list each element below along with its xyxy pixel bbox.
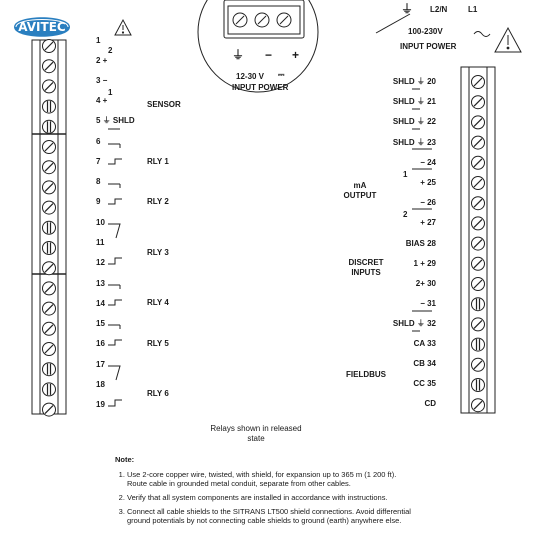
dc-dc-symbol: ⎓ — [278, 70, 285, 79]
left-pin-label: 9 — [96, 197, 101, 206]
terminal-screw — [472, 379, 485, 392]
dc-title: INPUT POWER — [232, 83, 289, 92]
dc-plus: + — [292, 48, 300, 62]
right-pin-label: SHLD ⏚ 21 — [392, 97, 436, 106]
left-pin-label: 5 ⏚ SHLD — [96, 116, 135, 125]
terminal-screw — [43, 221, 56, 234]
group-rly4: RLY 4 — [147, 298, 169, 307]
left-pin-label: 16 — [96, 339, 105, 348]
output-sup-1: 1 — [403, 170, 408, 179]
output-sup-2: 2 — [403, 210, 408, 219]
group-discret: DISCRET — [348, 258, 384, 267]
right-pin-label: CC 35 — [413, 379, 436, 388]
dc-minus: − — [265, 48, 273, 62]
note-item: 2. Verify that all system components are installed in accordance with instructions. — [127, 493, 415, 502]
right-pin-label: − 31 — [420, 299, 436, 308]
left-pin-label: 19 — [96, 400, 105, 409]
notes-block — [115, 455, 415, 530]
right-pin-label: + 27 — [420, 218, 436, 227]
sensor-sup-2: 2 — [108, 46, 113, 55]
terminal-screw — [43, 100, 56, 113]
notes-title: Note: — [115, 455, 135, 464]
dc-voltage: 12-30 V — [236, 72, 265, 81]
group-rly1: RLY 1 — [147, 157, 169, 166]
left-pin-label: 6 — [96, 137, 101, 146]
ac-tilde — [474, 32, 490, 37]
left-pin-label: 1 — [96, 36, 101, 45]
ac-ground-icon: ⏚ — [401, 2, 414, 16]
note-item: 3. Connect all cable shields to the SITRANS LT500 shield connections. Avoid differential ground potentials by not connecting cable shields to ground (earth) anywhere else. — [127, 507, 415, 525]
right-pin-label: SHLD ⏚ 22 — [392, 117, 436, 126]
group-rly6: RLY 6 — [147, 389, 169, 398]
group-rly3: RLY 3 — [147, 248, 169, 257]
group-rly5: RLY 5 — [147, 339, 169, 348]
group-fieldbus: FIELDBUS — [346, 370, 386, 379]
terminal-screw — [43, 383, 56, 396]
right-pin-label: BIAS 28 — [405, 239, 436, 248]
right-pin-label: SHLD ⏚ 23 — [392, 138, 436, 147]
ac-voltage: 100-230V — [408, 27, 443, 36]
terminal-screw — [43, 363, 56, 376]
ac-l1: L1 — [468, 5, 478, 14]
sensor-sup-1: 1 — [108, 88, 113, 97]
left-pin-label: 8 — [96, 177, 101, 186]
group-ma: mA — [353, 181, 367, 190]
avitec-logo — [10, 10, 74, 44]
group-inputs: INPUTS — [351, 268, 381, 277]
right-pin-label: CD — [424, 399, 436, 408]
right-pin-label: CB 34 — [413, 359, 436, 368]
ac-title: INPUT POWER — [400, 42, 457, 51]
left-pin-label: 17 — [96, 360, 105, 369]
relay-contacts — [108, 144, 122, 406]
right-pin-label: CA 33 — [413, 339, 436, 348]
note-item: 1. Use 2-core copper wire, twisted, with shield, for expansion up to 365 m (1 200 ft). Route cable in grounded metal conduit, separate from other cables. — [127, 470, 415, 488]
left-pin-label: 10 — [96, 218, 105, 227]
group-rly2: RLY 2 — [147, 197, 169, 206]
relays-note-line1: Relays shown in released — [210, 424, 302, 433]
right-pin-label: 1 + 29 — [413, 259, 436, 268]
group-output: OUTPUT — [343, 191, 377, 200]
left-pin-label: 7 — [96, 157, 101, 166]
terminal-screw — [472, 338, 485, 351]
right-pin-label: + 25 — [420, 178, 436, 187]
right-pin-label: SHLD ⏚ 32 — [392, 319, 436, 328]
right-pin-label: SHLD ⏚ 20 — [392, 77, 436, 86]
left-pin-label: 11 — [96, 238, 105, 247]
left-pin-label: 4 + — [96, 96, 108, 105]
left-pin-label: 14 — [96, 299, 105, 308]
terminal-screw — [43, 242, 56, 255]
left-pin-label: 13 — [96, 279, 105, 288]
dc-ground-icon: ⏚ — [232, 48, 245, 62]
ac-l2n: L2/N — [430, 5, 448, 14]
terminal-screw — [43, 120, 56, 133]
left-pin-label: 15 — [96, 319, 105, 328]
right-pin-label: − 26 — [420, 198, 436, 207]
right-pin-label: − 24 — [420, 158, 436, 167]
left-pin-label: 18 — [96, 380, 105, 389]
left-pin-label: 12 — [96, 258, 105, 267]
group-sensor: SENSOR — [147, 100, 181, 109]
terminal-screw — [472, 298, 485, 311]
logo-text: AVITEC — [18, 20, 66, 34]
left-pin-label: 2 + — [96, 56, 108, 65]
right-pin-label: 2+ 30 — [415, 279, 436, 288]
left-pin-label: 3 − — [96, 76, 108, 85]
relays-note-line2: state — [247, 434, 265, 443]
